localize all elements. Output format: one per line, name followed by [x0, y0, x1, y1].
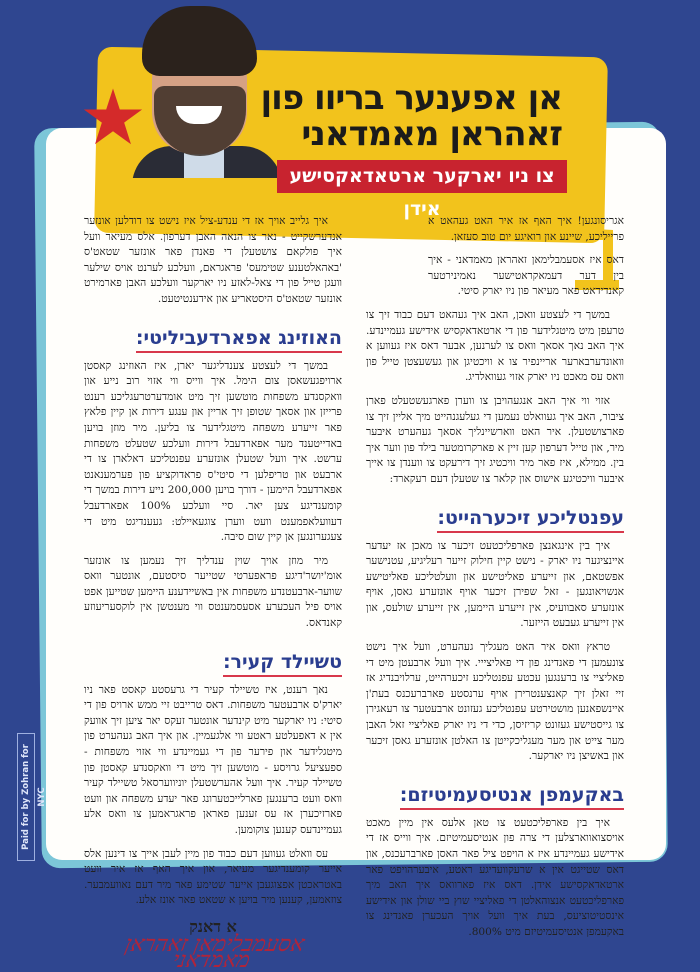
closing-paragraph: עס וואלט געווען דעם כבוד פון מיין לעבן אייך צו דינען אלס אייער קומענדיגער מעיאר, און איך האף אז איר וועט באטראכטן אפצוגעבן אייער שטימע פאר מיר דעם נאוועמבער. צוזאמען, קענען מיר בויען א שטאט פאר אונז אלע. [84, 847, 342, 907]
section-heading-antisemitism: באקעמפן אנטיסעמיטיזם: [400, 783, 624, 810]
subtitle-banner: צו ניו יארקער ארטאדאקסישע אידן [277, 160, 567, 193]
section-heading-child-care: טשיילד קעיר: [223, 650, 342, 677]
body-paragraph: איך בין פארפליכטעט צו טאן אלעס אין מיין מאכט אויסצואווארצלען די צרה פון אנטיסעמיטיזם. איך ווייס אז די אידישע געמיינדע איז א הויפט ציל פאר האסן פארברעכנס, און דאס שטייגט אין א שרעקוועדיגע ראטע, איבערהויפט פאר ארטאדאקסישע אידן. דאס איז פארוואס איך האב מיך פארפליכטעט אנצוהאלטן די פאליציי שוץ ביי שולן און אידישע אינסטיטוציעס, בעת איך וועל אויך העכערן פאנדינג צו באקעמפן אנטיסעמיטיזם מיט 800%. [366, 816, 624, 938]
intro [366, 214, 624, 300]
title-line-2: זאהראן מאמדאני [301, 114, 562, 154]
body-paragraph: טראץ וואס איר האט מעגליך געהערט, וועל איך נישט צונעמען די פאנדינג פון די פאליצייי. איך וועל ארבעטן מיט די פאליציי צו ברענגען עכטע עפנטליכע זיכערהייט, ערלויבנדיג אז זיי זאלן זיך קאנצענטרירן אויף ערנסטע פארברעכנס בעת'ן איינשפאנען מושטירטע עפנטליכע געזונט ארבעטער צו רעאגירן צו גייסטישע געזונט קריזיסן, כדי די ניו יארק פאליציי זאל האבן מער צייט און מער מעגליכקייטן צו האלטן אונזערע גאסן זיכער און באשיצן ניו יארקער. [366, 641, 624, 763]
body-paragraph: איך גלייב אויך אז די ענדע-ציל איז נישט צו דודלען אונזער אנדערשקייט - נאר צו הנאה האבן דערפון. אלס מעיאר וועל איך פולקאם צושטעלן די פאנדן פאר אונזער שטאט'ס 'באהאלטענע שטימעס' פראגראם, וועלכע לערנט אויס שילער וועגן טייל פון די צאל-לאזע ניו יארקער וועלכע האבן פארמירט אונזער שטאט'ס היסטאריע און אידענטיטעט. [84, 215, 342, 305]
section-heading-housing: האוזינג אפארדעביליטי: [136, 326, 342, 353]
body-paragraph: במשך די לעצטע צענדליגער יארן, איז האוזינג קאסטן ארויפגעשאסן צום הימל. איך ווייס ווי אזוי רוב נייע און וואקסנדע משפחות מוטשען זיך מיט אומדערטרעגליכע רענט פרייזן און אסאך שטופן זיך אריין און ענגע דירות אן קיין פלאץ פאר זייערע משפחה מיטגלידער צו בליען. מיר מוזן בויען באדייטענד מער אפארדעבל דירות וועלכע שטעלט משפחות ערשט. איך וועל שטעלן אונזערע עפנטליכע דאלארן צו די ארבעט און טריפלען די סיטי'ס פראדוקציע פון פערמענאנט אפארדעבל היימען - דורך בויען 200,000 נייע דירות במשך די קומענדיגע צען יאר. סיי וועלכע 100% אפארדעבל דעוועלאפמענט וועט ווערן צוגעאיילט: געענדיגט מיט די צעגערונגען אן קיין שום סיבה. [84, 359, 342, 544]
body-paragraph: נאך רענט, איז טשיילד קעיר די גרעסטע קאסט פאר ניו יארק'ס ארבעטער משפחות. דאס טרייבט זיי ממש ארויס פון די סיטי: ניו יארקער מיט קינדער אונטער זעקס יאר ציען זיך אוועק אין א דאפעלטע ראטע ווי אלגעמיין. און איך האב געהערט פון מיטגלידער און פירער פון די געמיינדע ווי אזוי משפחות - ספעציעל גרויסע - מוטשען זיך מיט די וואקסנדע קאסטן פון טשיילד קעיר. איך וועל אהערשטעלן יוניווערסאל טשיילד קעיר וואס וועט ברענגען פארלייכטערונג פאר יעדע משפחה און וועט פארזיכערן אז עס זענען פאראן פראגראמען צו וואס אלע געמיינדעס קענען צוקומען. [84, 683, 342, 836]
body-paragraph: במשך די לעצטע וואכן, האב איך געהאט דעם כבוד זיך צו טרעפן מיט מיטגלידער פון די ארטאדאקסיש אידישע געמיינדע. איך האב נאך אסאך וואס צו לערנען, אבער דאס איז געווען א וואונדערבארער אריינפיר צו א וויכטיגן און געשעצטן טייל פון וואס עס מאכט ניו יארק אזוי געוואלדיג. [366, 308, 624, 384]
signature: אסעמבלימאן זאהראן מאמדאני [122, 931, 307, 972]
page-title [232, 80, 562, 152]
body-paragraph: איך בין אינגאנצן פארפליכטעט זיכער צו מאכן אז יעדער איינציגער ניו יארק - נישט קיין חילוק זייער רעליגיע, עטנישער אפשטאם, און זייערע פאליטישע און וועלטליכע פאליטישע אנשויאונגען - זאל שפירן זיכער אויף אונזערע גאסן, אויף אונזערע סאבוועיס, אין זייערע היימען, אין זייערע שולעס, און אין זייערע געבעט הייזער. [366, 539, 624, 630]
section-heading-public-safety: עפנטליכע זיכערהייט: [437, 506, 624, 533]
closing-thanks: א דאנק [189, 916, 237, 936]
body-paragraph: אזוי ווי איך האב אנגעהויבן צו ווערן פארגעשטעלט פארן ציבור, האב איך געוואלט נעמען די געלעגנהייט מיך אליין זיך צו פארצושטעלן. איר האט ווארשיינליך אסאך געהערט איבער מיר, און טייל דערפון קען זיין א פארקרומטער בילד פון ווער איך בין. ממילא, איז פאר מיר וויכטיג זיך דירעקט צו ווענדן צו אייך איבער וויכטיגע אישוס און קלאר צו שטעלן דעם רעקארד: [366, 394, 624, 485]
introduction-paragraph: דאס איז אסעמבלימאן זאהראן מאמדאני - איך בין דער דעמאקראטישער נאמינירטער קאנדידאט פאר מעיאר פון ניו יארק סיטי. [428, 254, 624, 298]
greeting-paragraph: אגריסונגען! איך האף אז איר האט געהאט א פרייליכע, שיינע און רואיגע יום טוב סעזאן. [428, 215, 624, 243]
paid-for-disclaimer: Paid for by Zohran for NYC [17, 733, 35, 861]
body-paragraph: מיר מוזן אויך שוין ענדליך זיך נעמען צו אונזער אומ'יושר'דיגע פראפערטי שטייער סיסטעם, אונטער וואס שווער-ארבעטנדע משפחות אין באשיידענע היימען שטייען אפט אויס פיל העכערע אסעסמענטס ווי מענטשן אין לוקסעריעוזע קאנדאס. [84, 554, 342, 630]
right-column [366, 214, 624, 949]
left-column [84, 214, 342, 972]
title-line-1: אן אפענער בריוו פון [260, 78, 562, 118]
